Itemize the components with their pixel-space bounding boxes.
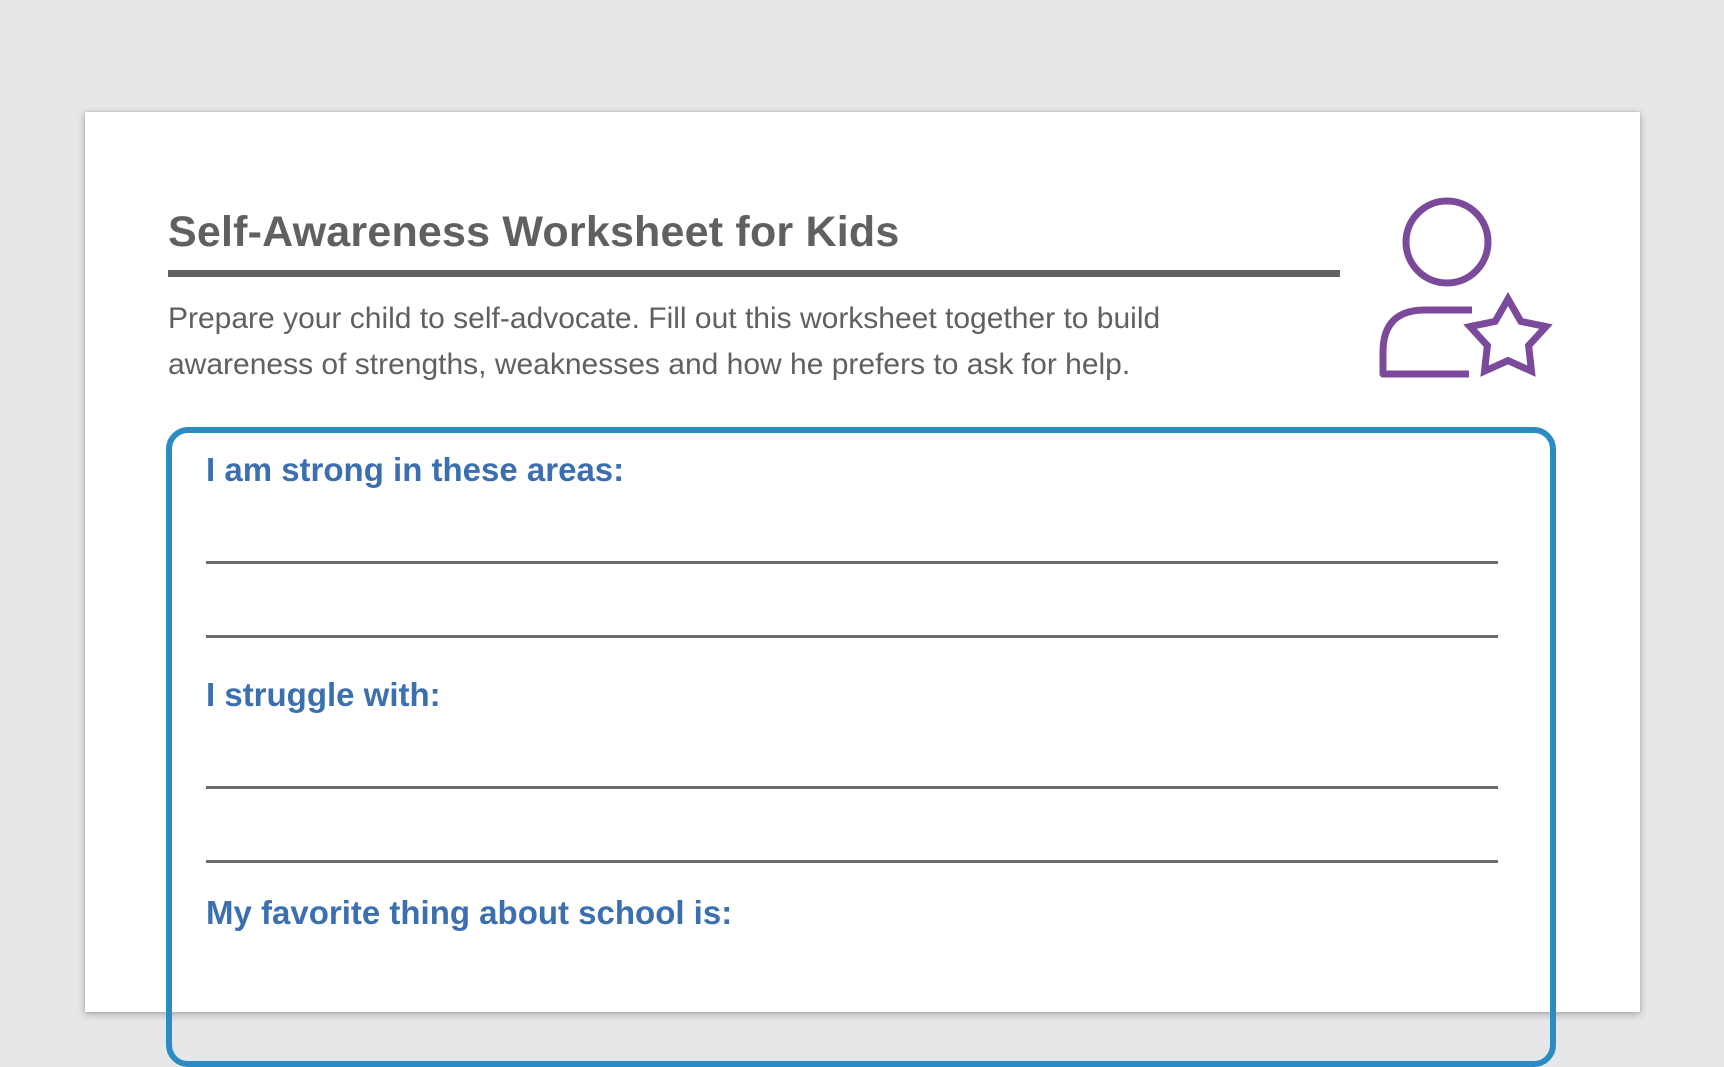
write-line — [206, 786, 1498, 789]
section-label-strengths: I am strong in these areas: — [206, 451, 625, 488]
intro-line-1: Prepare your child to self-advocate. Fill out this worksheet together to build — [168, 302, 1161, 335]
intro-line-2: awareness of strengths, weaknesses and how he prefers to ask for help. — [168, 348, 1131, 381]
section-label-favorite-school-thing: My favorite thing about school is: — [206, 894, 733, 931]
write-line — [206, 860, 1498, 863]
write-line — [206, 561, 1498, 564]
section-label-struggles: I struggle with: — [206, 676, 441, 713]
worksheet-page — [85, 112, 1640, 1012]
worksheet-title: Self-Awareness Worksheet for Kids — [168, 208, 900, 256]
title-underline — [168, 270, 1340, 277]
person-with-star-icon — [1375, 196, 1555, 390]
intro-text — [168, 296, 1368, 388]
write-line — [206, 635, 1498, 638]
worksheet-response-box — [166, 427, 1556, 1067]
